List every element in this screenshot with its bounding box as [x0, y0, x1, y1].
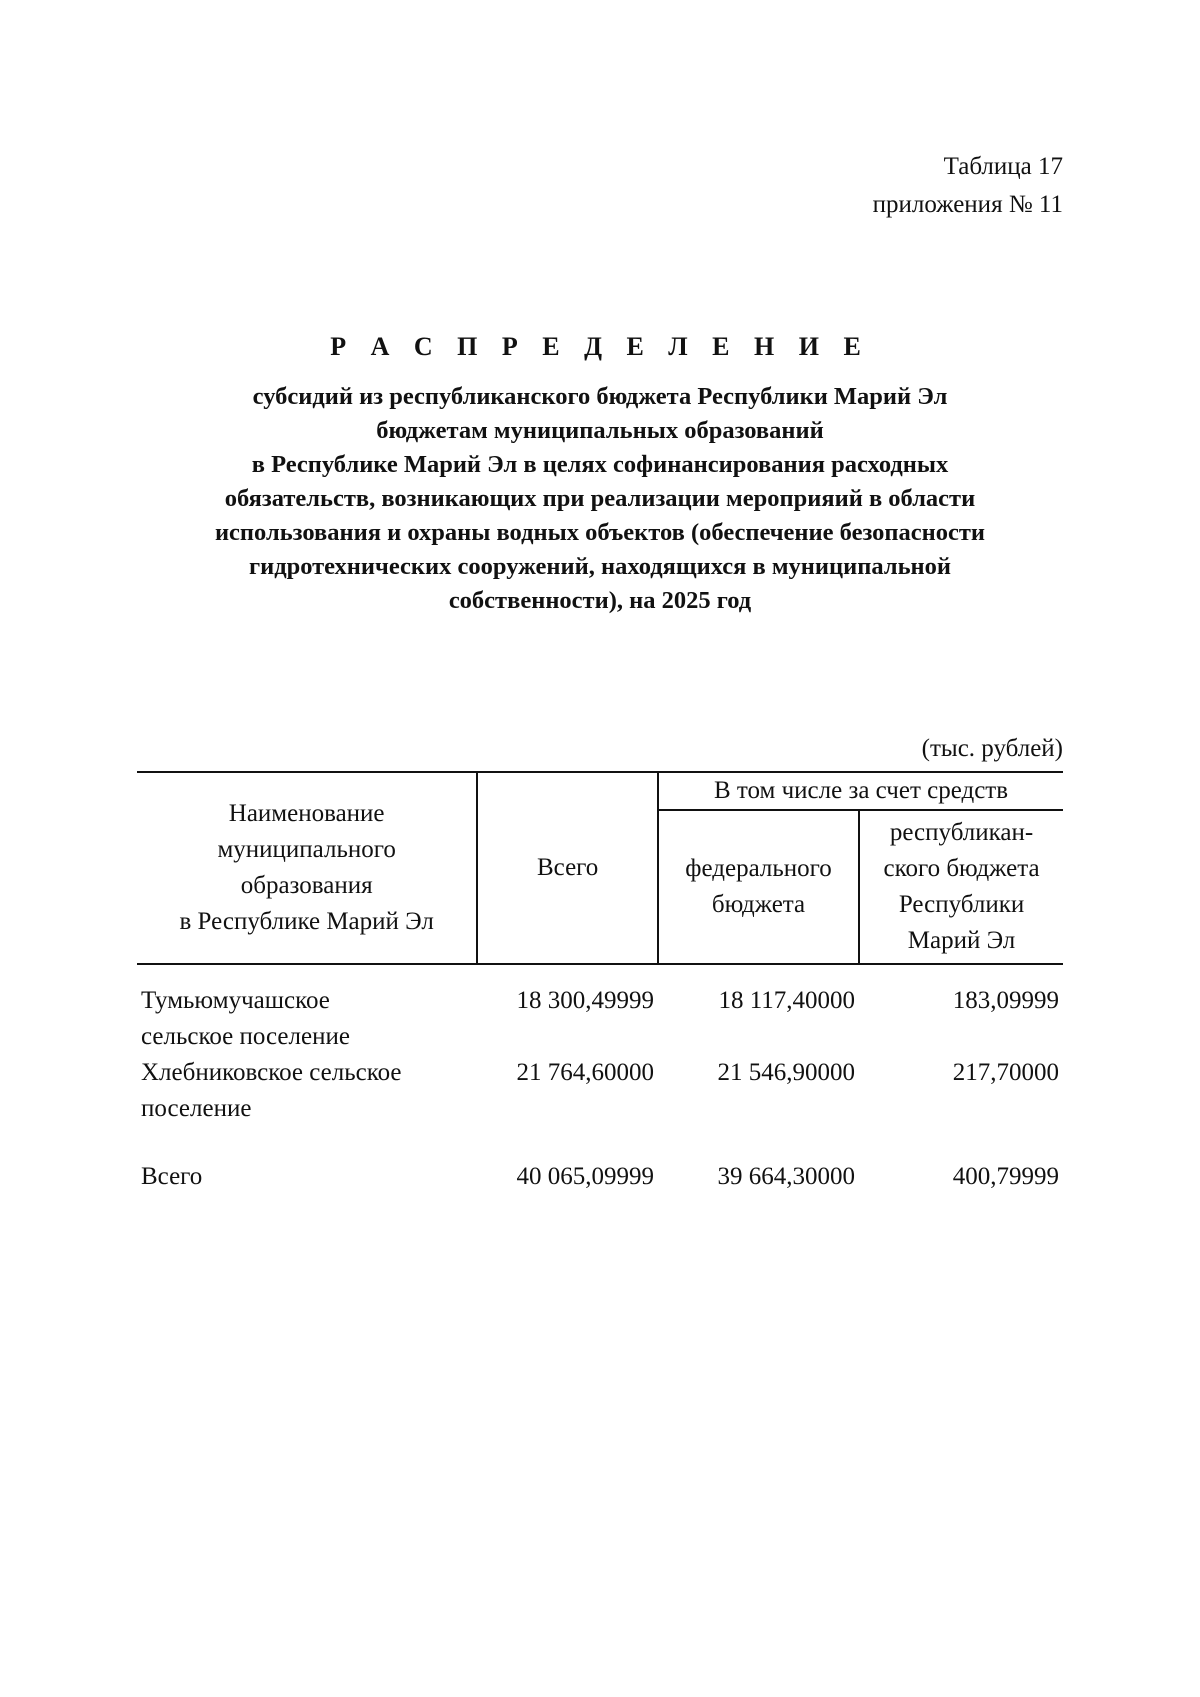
row-republic: 217,70000 [952, 1059, 1059, 1086]
subtitle-line: в Республике Марий Эл в целях софинансирования расходных [251, 451, 949, 478]
row-name: Хлебниковское сельское поселение [141, 1059, 402, 1122]
row-federal: 21 546,90000 [717, 1059, 856, 1086]
document-title: Р А С П Р Е Д Е Л Е Н И Е [330, 332, 870, 361]
header-group: В том числе за счет средств [658, 772, 1063, 810]
title-block [120, 332, 1080, 618]
subtitle-line: обязательств, возникающих при реализации мероприяий в области [224, 485, 976, 512]
row-total: 21 764,60000 [516, 1059, 655, 1086]
appendix-number: приложения № 11 [872, 191, 1063, 218]
header-federal: федерального бюджета [658, 810, 859, 964]
subtitle-line: бюджетам муниципальных образований [376, 417, 824, 444]
table-row [137, 964, 1063, 1055]
header-total: Всего [477, 772, 658, 964]
subsidy-table [137, 771, 1063, 1195]
header-republic: республикан- ского бюджета Республики Марий Эл [859, 810, 1063, 964]
table-number: Таблица 17 [943, 153, 1063, 180]
document-subtitle [120, 380, 1080, 618]
subtitle-line: использования и охраны водных объектов (обеспечение безопасности [214, 519, 986, 546]
total-sum: 40 065,09999 [516, 1163, 655, 1190]
subtitle-line: гидротехнических сооружений, находящихся в муниципальной [248, 553, 952, 580]
appendix-reference [873, 148, 1063, 224]
table-row [137, 1055, 1063, 1127]
subtitle-line: собственности), на 2025 год [448, 587, 752, 614]
total-label: Всего [141, 1163, 203, 1190]
subtitle-line: субсидий из республиканского бюджета Республики Марий Эл [252, 383, 948, 410]
total-row [137, 1127, 1063, 1195]
row-total: 18 300,49999 [516, 987, 655, 1014]
units-label: (тыс. рублей) [921, 735, 1063, 762]
total-federal: 39 664,30000 [717, 1163, 856, 1190]
header-name: Наименование муниципального образования в Республике Марий Эл [137, 772, 477, 964]
row-name: Тумьюмучашское сельское поселение [141, 987, 350, 1050]
total-republic: 400,79999 [952, 1163, 1059, 1190]
row-federal: 18 117,40000 [718, 987, 856, 1014]
row-republic: 183,09999 [952, 987, 1059, 1014]
